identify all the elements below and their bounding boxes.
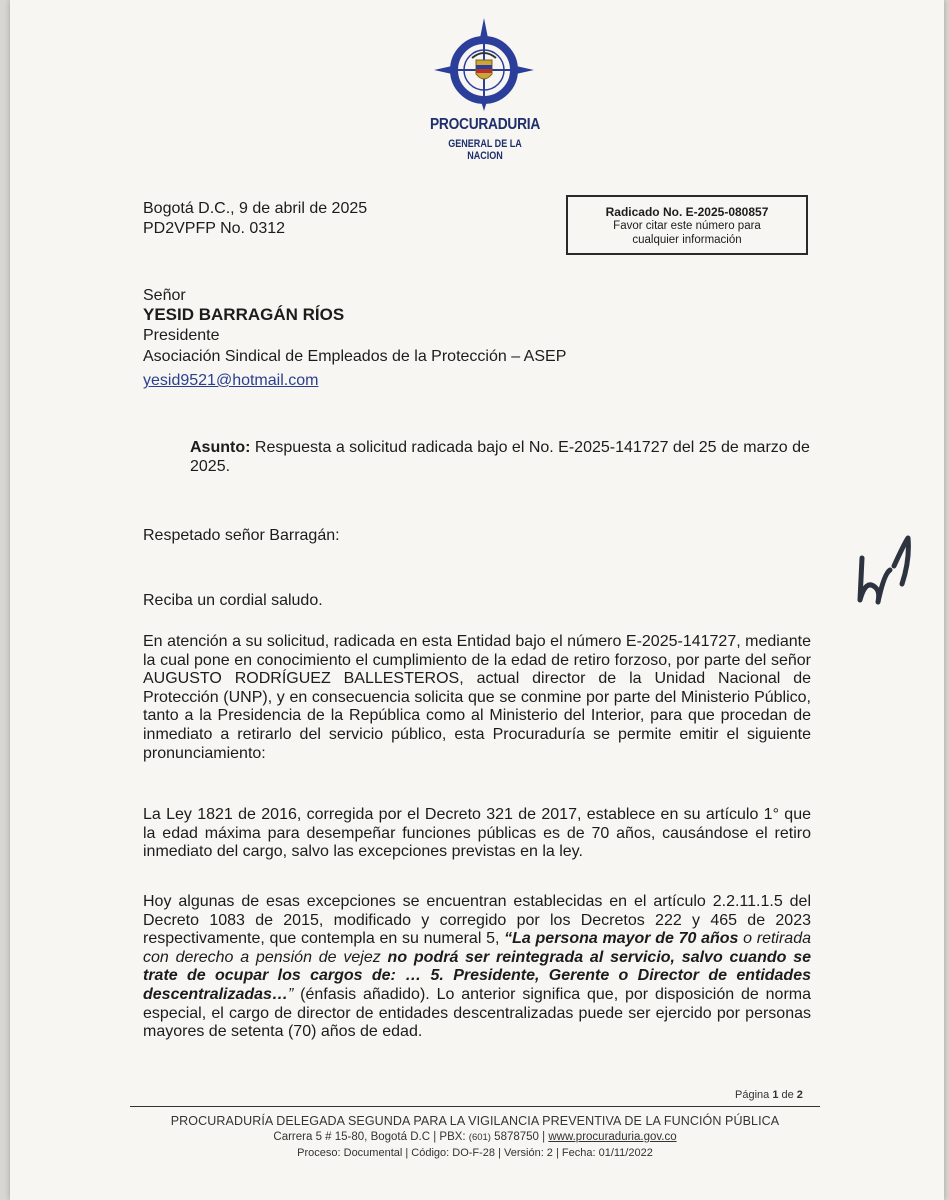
footer-entity: PROCURADURÍA DELEGADA SEGUNDA PARA LA VIGILANCIA PREVENTIVA DE LA FUNCIÓN PÚBLICA bbox=[170, 1114, 780, 1128]
opening-line: Reciba un cordial saludo. bbox=[143, 592, 323, 609]
body-paragraph-3 bbox=[143, 893, 811, 1042]
radicado-box bbox=[566, 195, 808, 255]
paragraph3-intro: Hoy algunas de esas excepciones se encuentran establecidas en el artículo 2.2.11.1.5 del Decreto 1083 de 2015, modificado y corregido por los Decretos 222 y 465 de 2023 respectivamente, que contempla en su numeral 5, bbox=[143, 893, 811, 948]
footer-pbx-code: (601) bbox=[468, 1132, 491, 1143]
radicado-number: Radicado No. E-2025-080857 bbox=[605, 205, 769, 219]
subject-text: Respuesta a solicitud radicada bajo el No. E-2025-141727 del 25 de marzo de 2025. bbox=[190, 439, 810, 475]
quote-part-2: o retirada con derecho a pensión de vejez bbox=[143, 930, 811, 966]
body-paragraph-1: En atención a su solicitud, radicada en esta Entidad bajo el número E-2025-141727, mediante la cual pone en conocimiento el cumplimiento de la edad de retiro forzoso, por parte del señor AUGUSTO RODRÍGUEZ BALLESTEROS, actual director de la Unidad Nacional de Protección (UNP), y en consecuencia solicita que se conmine por parte del Ministerio Público, tanto a la Presidencia de la República como al Ministerio del Interior, para que procedan de inmediato a retirarlo del servicio público, esta Procuraduría se permite emitir el siguiente pronunciamiento: bbox=[143, 633, 811, 762]
page-number-total: 2 bbox=[796, 1089, 803, 1101]
procuraduria-seal-logo bbox=[428, 18, 540, 113]
paragraph3-conclusion: (énfasis añadido). Lo anterior significa que, por disposición de norma especial, el cargo de director de entidades descentralizadas puede ser ejercido por personas mayores de setenta (70) años de edad. bbox=[143, 985, 811, 1041]
logo-name: PROCURADURIA bbox=[429, 116, 541, 133]
subject-line bbox=[190, 438, 812, 476]
recipient-salutation: Señor bbox=[143, 287, 186, 304]
quote-part-1: “La persona mayor de 70 años bbox=[504, 930, 739, 948]
page-number-prefix: Página bbox=[735, 1089, 773, 1101]
radicado-note-line1: Favor citar este número para bbox=[613, 220, 761, 232]
recipient-email-link[interactable]: yesid9521@hotmail.com bbox=[143, 372, 319, 389]
page-number-current: 1 bbox=[772, 1089, 779, 1101]
footer-website-link[interactable]: www.procuraduria.gov.co bbox=[548, 1131, 677, 1143]
document-page bbox=[10, 0, 944, 1200]
subject-label: Asunto: bbox=[190, 439, 251, 456]
logo-subtitle: GENERAL DE LA NACION bbox=[448, 138, 522, 162]
reference-number: PD2VPFP No. 0312 bbox=[143, 220, 286, 237]
page-number-middle: de bbox=[778, 1089, 797, 1101]
footer-pbx: 5878750 | bbox=[490, 1131, 549, 1143]
quote-part-4: ” bbox=[287, 985, 294, 1003]
footer-address-text: Carrera 5 # 15-80, Bogotá D.C | PBX: bbox=[273, 1131, 469, 1143]
recipient-name: YESID BARRAGÁN RÍOS bbox=[143, 305, 345, 324]
recipient-organization: Asociación Sindical de Empleados de la Protección – ASEP bbox=[143, 348, 567, 365]
recipient-title: Presidente bbox=[143, 327, 220, 344]
footer-divider bbox=[130, 1106, 820, 1107]
handwritten-signature bbox=[848, 530, 918, 615]
footer-address bbox=[130, 1131, 820, 1143]
footer-process-info: Proceso: Documental | Código: DO-F-28 | Versión: 2 | Fecha: 01/11/2022 bbox=[297, 1147, 653, 1159]
radicado-note-line2: cualquier información bbox=[632, 234, 742, 246]
greeting: Respetado señor Barragán: bbox=[143, 527, 340, 544]
place-date: Bogotá D.C., 9 de abril de 2025 bbox=[143, 200, 368, 217]
page-number bbox=[735, 1089, 803, 1101]
quote-part-3: no podrá ser reintegrada al servicio, salvo cuando se trate de ocupar los cargos de: … 5. Presidente, Gerente o Director de entidades descentralizadas… bbox=[143, 948, 812, 1003]
body-paragraph-2: La Ley 1821 de 2016, corregida por el Decreto 321 de 2017, establece en su artículo 1° que la edad máxima para desempeñar funciones públicas es de 70 años, causándose el retiro inmediato del cargo, salvo las excepciones previstas en la ley. bbox=[143, 806, 811, 861]
